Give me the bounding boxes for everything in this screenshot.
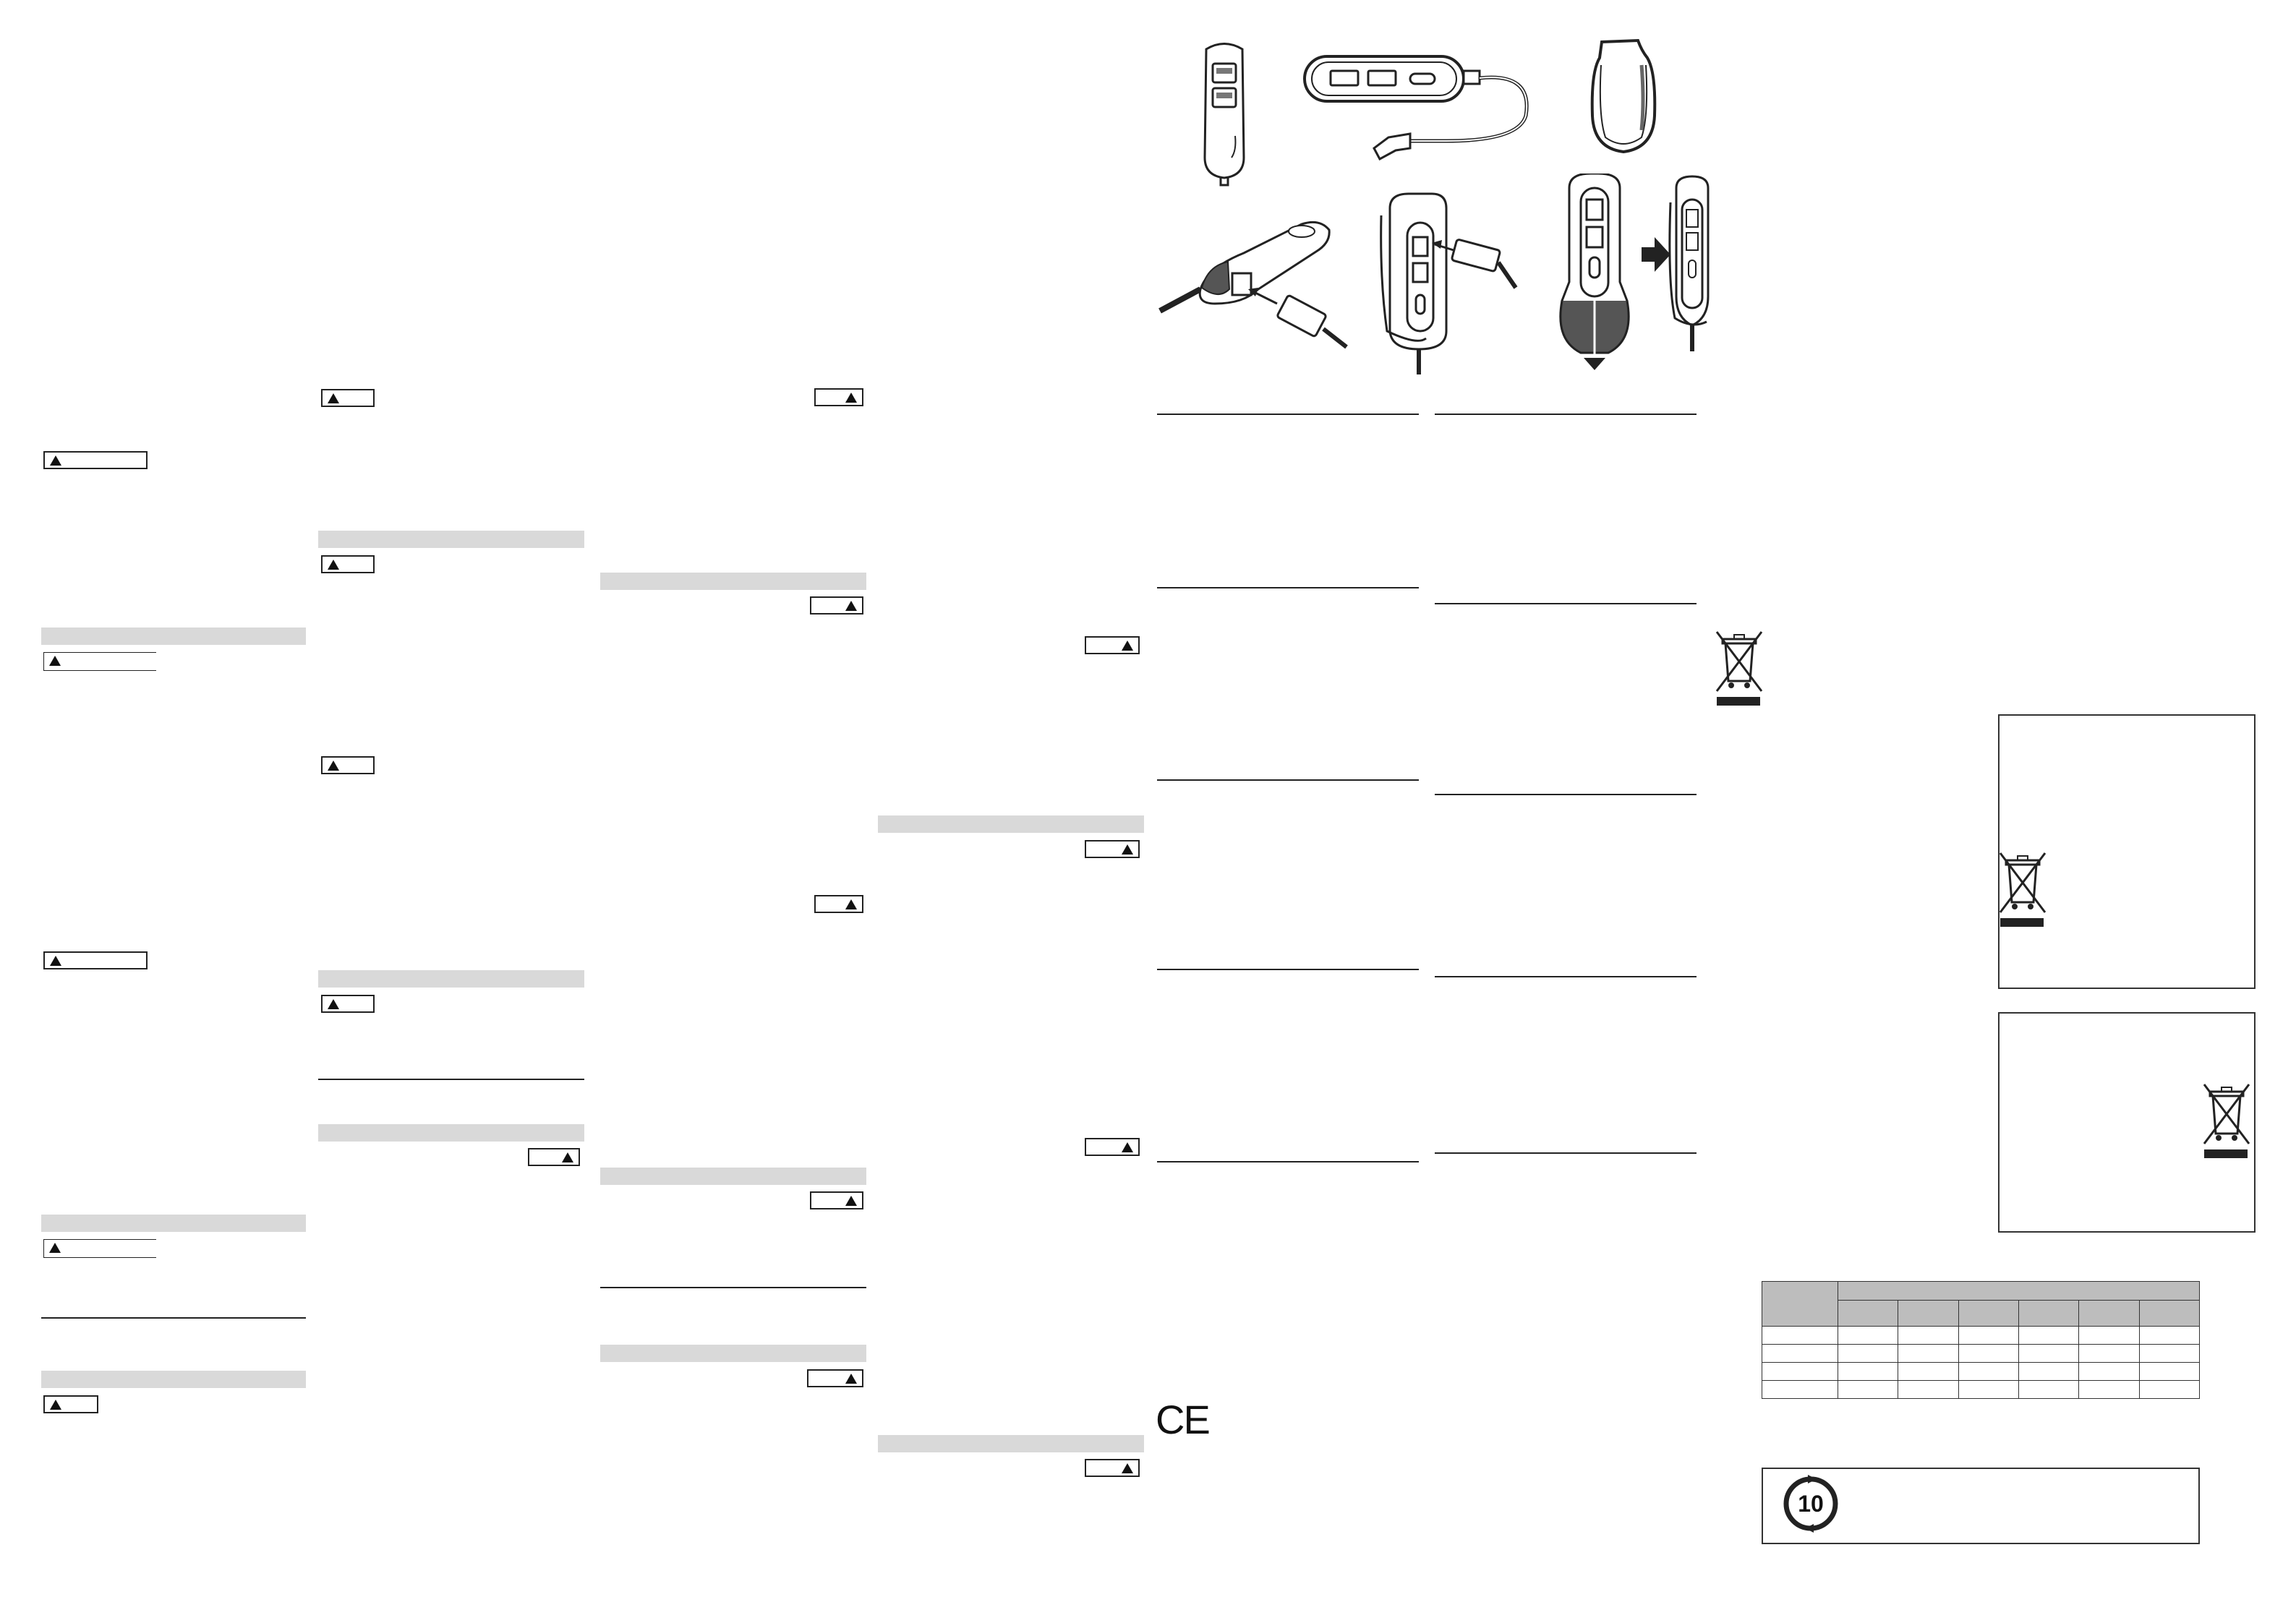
table-header-cell — [1838, 1301, 1898, 1327]
warning-triangle-icon — [327, 393, 340, 404]
warning-triangle-icon — [1121, 640, 1134, 651]
section-bar — [600, 1345, 866, 1362]
warning-box — [528, 1148, 580, 1166]
product-figure-holder-clip — [1584, 36, 1663, 159]
divider — [1157, 779, 1419, 781]
table-header-cell — [1838, 1282, 2200, 1301]
section-bar — [41, 628, 306, 645]
section-bar — [318, 1124, 584, 1142]
warning-box — [814, 895, 863, 913]
warning-box — [807, 1369, 863, 1387]
warning-box — [321, 555, 375, 573]
warning-triangle-icon — [845, 600, 858, 612]
product-figure-charger-front — [1192, 42, 1257, 187]
warning-triangle-icon — [49, 1399, 62, 1410]
section-bar — [600, 573, 866, 590]
section-bar — [878, 1435, 1144, 1452]
section-bar — [318, 531, 584, 548]
table-header-cell — [1958, 1301, 2018, 1327]
table-row — [1762, 1327, 2200, 1345]
hazard-substance-table — [1762, 1281, 2200, 1399]
divider — [1435, 794, 1697, 795]
warning-triangle-icon — [845, 1195, 858, 1207]
section-bar — [318, 970, 584, 988]
warning-triangle-icon — [845, 392, 858, 403]
warning-triangle-icon — [48, 1242, 61, 1254]
warning-box — [814, 388, 863, 406]
weee-bin-icon — [1714, 629, 1764, 708]
section-bar — [41, 1215, 306, 1232]
efup-10-year-icon: 10 — [1782, 1475, 1840, 1533]
warning-box — [1085, 1459, 1140, 1477]
table-header-cell — [2018, 1301, 2078, 1327]
divider — [600, 1287, 866, 1288]
product-figure-holder-with-usb — [1374, 187, 1519, 382]
product-figure-charger-into-holder — [1555, 174, 1721, 383]
warning-triangle-icon — [327, 760, 340, 771]
table-header-cell — [1762, 1282, 1838, 1327]
table-header-cell — [1898, 1301, 1958, 1327]
weee-bin-icon — [2201, 1082, 2252, 1161]
divider — [1157, 1161, 1419, 1162]
right-arrow-icon — [1642, 237, 1670, 272]
warning-box — [321, 389, 375, 407]
divider — [1435, 603, 1697, 604]
table-row — [1762, 1363, 2200, 1381]
warning-box — [43, 653, 156, 671]
product-figure-hub-with-cable — [1302, 51, 1540, 166]
warning-box — [1085, 1138, 1140, 1156]
warning-triangle-icon — [845, 1373, 858, 1384]
divider — [1435, 1152, 1697, 1154]
divider — [318, 1079, 584, 1080]
divider — [1157, 414, 1419, 415]
warning-triangle-icon — [561, 1152, 574, 1163]
warning-box — [43, 1240, 156, 1258]
warning-box — [810, 1191, 863, 1209]
warning-triangle-icon — [1121, 1463, 1134, 1474]
warning-triangle-icon — [327, 998, 340, 1010]
warning-box — [43, 451, 148, 469]
warning-triangle-icon — [49, 955, 62, 967]
table-row — [1762, 1381, 2200, 1399]
table-header-cell — [2139, 1301, 2199, 1327]
divider — [1157, 969, 1419, 970]
section-bar — [41, 1371, 306, 1388]
table-header-cell — [2079, 1301, 2139, 1327]
warning-triangle-icon — [327, 559, 340, 570]
divider — [1435, 414, 1697, 415]
divider — [1435, 976, 1697, 977]
warning-box — [810, 596, 863, 614]
divider — [1157, 587, 1419, 588]
product-figure-charger-inserted-usb — [1157, 210, 1352, 376]
section-bar — [600, 1168, 866, 1185]
warning-triangle-icon — [48, 655, 61, 667]
warning-box — [43, 1395, 98, 1413]
warning-box — [1085, 636, 1140, 654]
section-bar — [878, 815, 1144, 833]
warning-triangle-icon — [49, 455, 62, 466]
warning-triangle-icon — [1121, 844, 1134, 855]
ce-mark-icon: CE — [1156, 1397, 1209, 1442]
weee-bin-icon — [1997, 850, 2048, 930]
warning-box — [321, 756, 375, 774]
divider — [41, 1317, 306, 1319]
table-row — [1762, 1345, 2200, 1363]
warning-triangle-icon — [1121, 1142, 1134, 1153]
warning-triangle-icon — [845, 899, 858, 910]
warning-box — [43, 951, 148, 969]
warning-box — [1085, 840, 1140, 858]
warning-box — [321, 995, 375, 1013]
